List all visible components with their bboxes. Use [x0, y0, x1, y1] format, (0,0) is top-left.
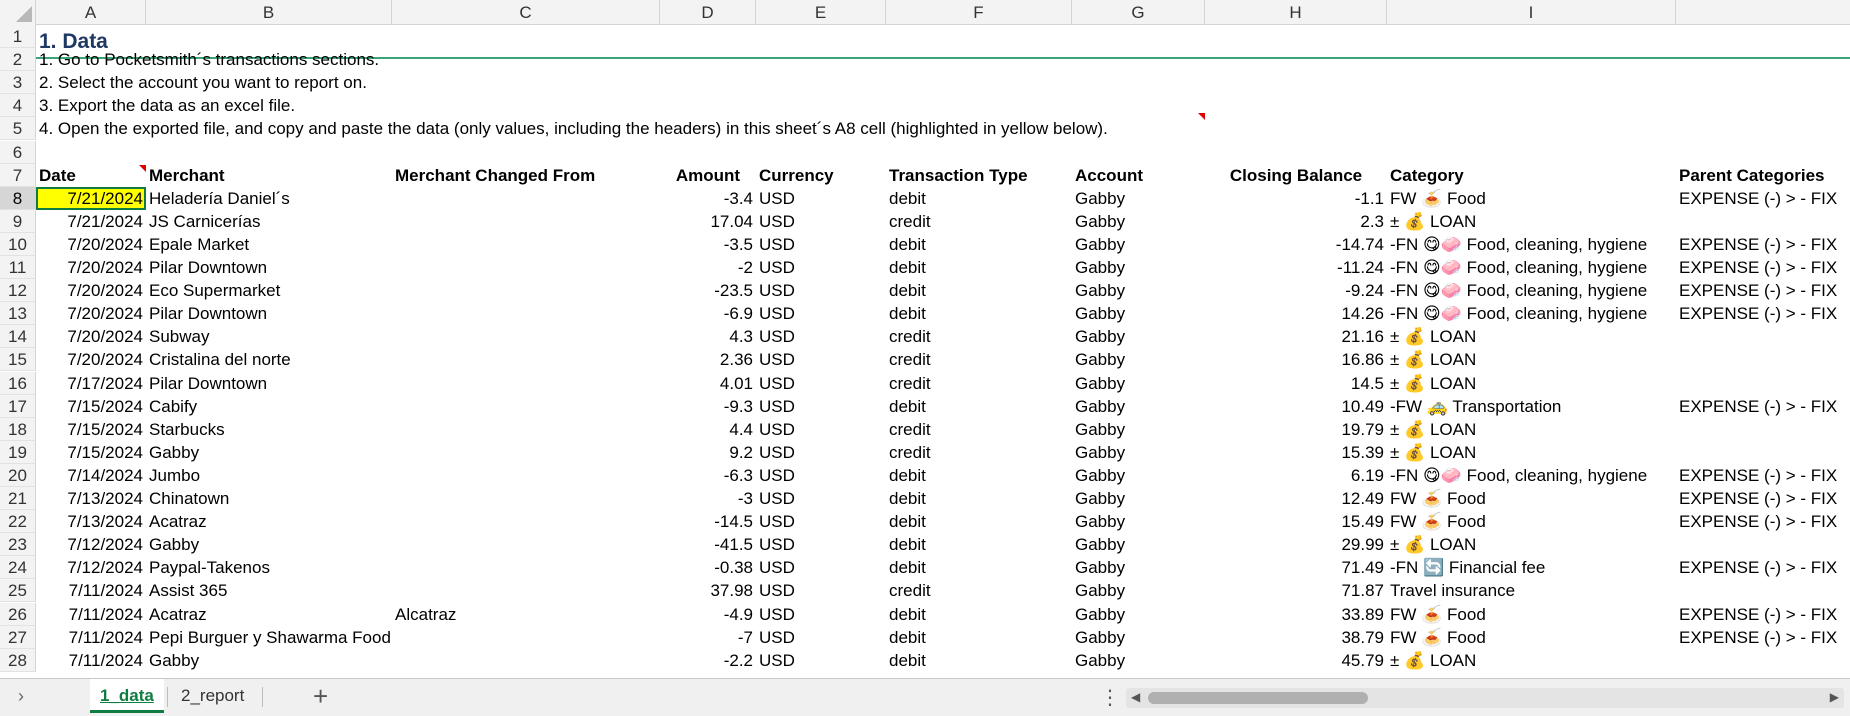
currency-cell: USD: [759, 419, 795, 439]
merchant-cell: Starbucks: [149, 419, 225, 439]
row-header-8[interactable]: 8: [0, 187, 36, 210]
category-cell: ± 💰 LOAN: [1390, 327, 1477, 347]
transaction-type-cell: debit: [889, 304, 926, 324]
header-closing-balance: Closing Balance: [1229, 165, 1363, 185]
instruction-line: 3. Export the data as an excel file.: [39, 96, 296, 116]
parent-category-cell: EXPENSE (-) > - FIX: [1679, 465, 1838, 485]
parent-category-cell: EXPENSE (-) > - FIX: [1679, 396, 1838, 416]
row-header-5[interactable]: 5: [0, 117, 36, 140]
tab-divider: [167, 687, 168, 707]
parent-category-cell: EXPENSE (-) > - FIX: [1679, 234, 1838, 254]
header-category: Category: [1390, 165, 1464, 185]
scroll-left-icon[interactable]: ◀: [1131, 690, 1141, 704]
scrollbar-thumb[interactable]: [1148, 692, 1368, 704]
account-cell: Gabby: [1075, 650, 1126, 670]
account-cell: Gabby: [1075, 558, 1126, 578]
merchant-cell: Acatraz: [149, 604, 207, 624]
row-header-26[interactable]: 26: [0, 603, 36, 626]
amount-cell: 4.01: [719, 373, 753, 393]
currency-cell: USD: [759, 650, 795, 670]
currency-cell: USD: [759, 304, 795, 324]
header-merchant: Merchant: [149, 165, 225, 185]
merchant-cell: Assist 365: [149, 581, 228, 601]
currency-cell: USD: [759, 604, 795, 624]
date-cell: 7/20/2024: [67, 304, 143, 324]
date-cell: 7/11/2024: [68, 627, 143, 647]
merchant-cell: Pilar Downtown: [149, 304, 268, 324]
merchant-changed-cell: Alcatraz: [395, 604, 457, 624]
closing-balance-cell: 6.19: [1350, 465, 1384, 485]
column-header-f[interactable]: F: [886, 0, 1072, 25]
account-cell: Gabby: [1075, 327, 1126, 347]
currency-cell: USD: [759, 442, 795, 462]
header-parent-categories: Parent Categories: [1679, 165, 1825, 185]
merchant-cell: Jumbo: [149, 465, 201, 485]
parent-category-cell: EXPENSE (-) > - FIX: [1679, 489, 1838, 508]
row-header-14[interactable]: 14: [0, 325, 36, 348]
currency-cell: USD: [759, 234, 795, 254]
date-cell: 7/11/2024: [68, 650, 143, 670]
merchant-cell: Heladería Daniel´s: [149, 188, 290, 208]
date-cell: 7/21/2024: [36, 187, 146, 210]
amount-cell: 9.2: [729, 442, 753, 462]
merchant-cell: Cristalina del norte: [149, 350, 291, 370]
row-header-10[interactable]: 10: [0, 233, 36, 256]
row-header-17[interactable]: 17: [0, 395, 36, 418]
amount-cell: 37.98: [710, 581, 753, 601]
transaction-type-cell: debit: [889, 396, 926, 416]
merchant-cell: JS Carnicerías: [149, 211, 261, 231]
closing-balance-cell: 19.79: [1341, 419, 1384, 439]
currency-cell: USD: [759, 581, 795, 601]
account-cell: Gabby: [1075, 627, 1126, 647]
closing-balance-cell: -9.24: [1345, 281, 1384, 301]
category-cell: ± 💰 LOAN: [1390, 650, 1477, 670]
currency-cell: USD: [759, 258, 795, 277]
amount-cell: -23.5: [714, 281, 753, 301]
amount-cell: 2.36: [719, 350, 753, 370]
date-cell: 7/14/2024: [67, 465, 143, 485]
row-header-28[interactable]: 28: [0, 649, 36, 672]
amount-cell: -9.3: [723, 396, 753, 416]
row-header-22[interactable]: 22: [0, 510, 36, 533]
tab-2-report[interactable]: [171, 679, 254, 715]
date-cell: 7/11/2024: [68, 604, 143, 624]
select-all-icon: [16, 6, 32, 22]
instruction-line: 4. Open the exported file, and copy and paste the data (only values, including the headers) in this sheet´s A8 cell (highlighted in yellow below).: [39, 119, 1108, 139]
category-cell: FW 🍝 Food: [1390, 188, 1486, 208]
merchant-cell: Subway: [149, 327, 210, 347]
sheet-tab-bar: [0, 678, 1850, 716]
row-header-19[interactable]: 19: [0, 441, 36, 464]
account-cell: Gabby: [1075, 465, 1126, 485]
transaction-type-cell: credit: [889, 442, 931, 462]
row-header-2[interactable]: 2: [0, 48, 36, 71]
date-cell: 7/13/2024: [67, 512, 143, 532]
closing-balance-cell: -1.1: [1354, 188, 1384, 208]
closing-balance-cell: 71.87: [1341, 581, 1384, 601]
column-header-c[interactable]: C: [392, 0, 660, 25]
row-header-20[interactable]: 20: [0, 464, 36, 487]
currency-cell: USD: [759, 281, 795, 301]
column-header-bar: [0, 0, 1850, 25]
account-cell: Gabby: [1075, 373, 1126, 393]
closing-balance-cell: 71.49: [1341, 558, 1384, 578]
category-cell: -FN 😋🧼 Food, cleaning, hygiene: [1390, 304, 1648, 324]
column-header-h[interactable]: H: [1205, 0, 1387, 25]
amount-cell: 4.4: [729, 419, 753, 439]
currency-cell: USD: [759, 211, 795, 231]
category-cell: -FN 😋🧼 Food, cleaning, hygiene: [1390, 258, 1648, 277]
category-cell: -FW 🚕 Transportation: [1390, 396, 1562, 416]
currency-cell: USD: [759, 465, 795, 485]
horizontal-scrollbar[interactable]: [1126, 688, 1844, 708]
tab-1-data[interactable]: [90, 679, 164, 713]
header-account: Account: [1075, 165, 1143, 185]
row-header-1[interactable]: 1: [0, 25, 36, 48]
row-header-12[interactable]: 12: [0, 279, 36, 302]
category-cell: ± 💰 LOAN: [1390, 373, 1477, 393]
account-cell: Gabby: [1075, 350, 1126, 370]
comment-indicator-icon[interactable]: [139, 165, 146, 172]
header-amount: Amount: [675, 165, 741, 185]
date-cell: 7/21/2024: [67, 211, 143, 231]
column-header-g[interactable]: G: [1072, 0, 1205, 25]
transaction-type-cell: credit: [889, 373, 931, 393]
transaction-type-cell: debit: [889, 465, 926, 485]
closing-balance-cell: 15.39: [1341, 442, 1384, 462]
category-cell: ± 💰 LOAN: [1390, 350, 1477, 370]
merchant-cell: Chinatown: [149, 489, 230, 508]
row-header-3[interactable]: 3: [0, 71, 36, 94]
amount-cell: -14.5: [714, 512, 753, 532]
instruction-line: 2. Select the account you want to report on.: [39, 73, 367, 93]
transaction-type-cell: debit: [889, 650, 926, 670]
transaction-type-cell: credit: [889, 419, 931, 439]
transaction-type-cell: credit: [889, 211, 931, 231]
account-cell: Gabby: [1075, 304, 1126, 324]
amount-cell: -3.5: [723, 234, 753, 254]
row-header-15[interactable]: 15: [0, 348, 36, 371]
date-cell: 7/15/2024: [67, 419, 143, 439]
row-header-4[interactable]: 4: [0, 94, 36, 117]
date-cell: 7/20/2024: [67, 281, 143, 301]
closing-balance-cell: 2.3: [1360, 211, 1384, 231]
account-cell: Gabby: [1075, 581, 1126, 601]
parent-category-cell: EXPENSE (-) > - FIX: [1679, 281, 1838, 301]
amount-cell: -7: [737, 627, 753, 647]
column-header-b[interactable]: B: [146, 0, 392, 25]
row-header-21[interactable]: 21: [0, 487, 36, 510]
merchant-cell: Pilar Downtown: [149, 258, 268, 277]
category-cell: -FN 😋🧼 Food, cleaning, hygiene: [1390, 234, 1648, 254]
currency-cell: USD: [759, 396, 795, 416]
category-cell: -FN 😋🧼 Food, cleaning, hygiene: [1390, 465, 1648, 485]
merchant-cell: Epale Market: [149, 234, 250, 254]
transaction-type-cell: debit: [889, 512, 926, 532]
merchant-cell: Pepi Burguer y Shawarma Food: [149, 627, 391, 647]
currency-cell: USD: [759, 512, 795, 532]
account-cell: Gabby: [1075, 442, 1126, 462]
parent-category-cell: EXPENSE (-) > - FIX: [1679, 604, 1838, 624]
row-header-23[interactable]: 23: [0, 533, 36, 556]
amount-cell: -6.9: [723, 304, 753, 324]
amount-cell: -2: [737, 258, 753, 277]
row-header-9[interactable]: 9: [0, 210, 36, 233]
transaction-type-cell: debit: [889, 604, 926, 624]
category-cell: FW 🍝 Food: [1390, 512, 1486, 532]
amount-cell: -4.9: [723, 604, 753, 624]
merchant-cell: Eco Supermarket: [149, 281, 281, 301]
category-cell: ± 💰 LOAN: [1390, 442, 1477, 462]
header-date: Date: [39, 165, 76, 185]
closing-balance-cell: 14.26: [1341, 304, 1384, 324]
merchant-cell: Gabby: [149, 650, 200, 670]
account-cell: Gabby: [1075, 396, 1126, 416]
row-header-27[interactable]: 27: [0, 626, 36, 649]
closing-balance-cell: 15.49: [1341, 512, 1384, 532]
header-transaction-type: Transaction Type: [889, 165, 1028, 185]
merchant-cell: Cabify: [149, 396, 198, 416]
date-cell: 7/20/2024: [67, 258, 143, 277]
amount-cell: -41.5: [714, 535, 753, 555]
add-sheet-button[interactable]: +: [313, 681, 329, 711]
date-cell: 7/12/2024: [67, 535, 143, 555]
category-cell: Travel insurance: [1390, 581, 1516, 601]
date-cell: 7/15/2024: [67, 396, 143, 416]
transaction-type-cell: debit: [889, 535, 926, 555]
amount-cell: 17.04: [710, 211, 753, 231]
amount-cell: -6.3: [723, 465, 753, 485]
category-cell: ± 💰 LOAN: [1390, 211, 1477, 231]
amount-cell: -3.4: [723, 188, 753, 208]
row-header-6[interactable]: 6: [0, 141, 36, 164]
transaction-type-cell: credit: [889, 327, 931, 347]
category-cell: -FN 😋🧼 Food, cleaning, hygiene: [1390, 281, 1648, 301]
column-header-i[interactable]: I: [1387, 0, 1676, 25]
transaction-type-cell: credit: [889, 581, 931, 601]
more-options-icon[interactable]: ⋮: [1100, 687, 1120, 709]
parent-category-cell: EXPENSE (-) > - FIX: [1679, 558, 1838, 578]
account-cell: Gabby: [1075, 188, 1126, 208]
account-cell: Gabby: [1075, 211, 1126, 231]
date-cell: 7/17/2024: [67, 373, 143, 393]
scroll-right-icon[interactable]: ▶: [1829, 690, 1839, 704]
page-title: 1. Data: [39, 30, 108, 53]
tab-label: 2_report: [181, 686, 245, 705]
currency-cell: USD: [759, 350, 795, 370]
category-cell: FW 🍝 Food: [1390, 627, 1486, 647]
date-cell: 7/12/2024: [67, 558, 143, 578]
column-header-d[interactable]: D: [660, 0, 756, 25]
closing-balance-cell: -14.74: [1335, 234, 1384, 254]
category-cell: FW 🍝 Food: [1390, 604, 1486, 624]
category-cell: ± 💰 LOAN: [1390, 535, 1477, 555]
date-cell: 7/20/2024: [67, 327, 143, 347]
category-cell: ± 💰 LOAN: [1390, 419, 1477, 439]
header-merchant-changed-from: Merchant Changed From: [395, 165, 596, 185]
row-header-24[interactable]: 24: [0, 556, 36, 579]
closing-balance-cell: 12.49: [1341, 489, 1384, 508]
row-header-16[interactable]: 16: [0, 372, 36, 395]
merchant-cell: Pilar Downtown: [149, 373, 268, 393]
category-cell: FW 🍝 Food: [1390, 489, 1486, 508]
amount-cell: -3: [737, 489, 753, 508]
comment-indicator-icon[interactable]: [1198, 113, 1205, 120]
date-cell: 7/20/2024: [67, 350, 143, 370]
tab-label: 1_data: [100, 686, 154, 705]
closing-balance-cell: 21.16: [1341, 327, 1384, 347]
date-cell: 7/15/2024: [67, 442, 143, 462]
date-cell: 7/20/2024: [67, 234, 143, 254]
closing-balance-cell: 10.49: [1341, 396, 1384, 416]
instruction-line: 1. Go to Pocketsmith´s transactions sections.: [39, 50, 380, 70]
account-cell: Gabby: [1075, 258, 1126, 277]
parent-category-cell: EXPENSE (-) > - FIX: [1679, 304, 1838, 324]
sheet-nav-chevron-icon[interactable]: ›: [18, 686, 24, 706]
transaction-type-cell: debit: [889, 188, 926, 208]
transaction-type-cell: credit: [889, 350, 931, 370]
date-cell: 7/13/2024: [67, 489, 143, 508]
amount-cell: -0.38: [714, 558, 753, 578]
row-header-13[interactable]: 13: [0, 302, 36, 325]
currency-cell: USD: [759, 327, 795, 347]
merchant-cell: Paypal-Takenos: [149, 558, 270, 578]
transaction-type-cell: debit: [889, 489, 926, 508]
row-header-11[interactable]: 11: [0, 256, 36, 279]
row-header-25[interactable]: 25: [0, 579, 36, 602]
row-header-7[interactable]: 7: [0, 164, 36, 187]
parent-category-cell: EXPENSE (-) > - FIX: [1679, 627, 1838, 647]
currency-cell: USD: [759, 558, 795, 578]
currency-cell: USD: [759, 627, 795, 647]
merchant-cell: Gabby: [149, 535, 200, 555]
transaction-type-cell: debit: [889, 258, 926, 277]
closing-balance-cell: 16.86: [1341, 350, 1384, 370]
account-cell: Gabby: [1075, 535, 1126, 555]
transaction-type-cell: debit: [889, 234, 926, 254]
currency-cell: USD: [759, 535, 795, 555]
currency-cell: USD: [759, 489, 795, 508]
column-header-a[interactable]: A: [36, 0, 146, 25]
merchant-cell: Gabby: [149, 442, 200, 462]
row-header-18[interactable]: 18: [0, 418, 36, 441]
tab-divider: [262, 687, 263, 707]
column-header-e[interactable]: E: [756, 0, 886, 25]
amount-cell: 4.3: [729, 327, 753, 347]
transaction-type-cell: debit: [889, 558, 926, 578]
parent-category-cell: EXPENSE (-) > - FIX: [1679, 512, 1838, 532]
parent-category-cell: EXPENSE (-) > - FIX: [1679, 258, 1838, 277]
account-cell: Gabby: [1075, 604, 1126, 624]
category-cell: -FN 🔄 Financial fee: [1390, 558, 1546, 578]
header-currency: Currency: [759, 165, 834, 185]
account-cell: Gabby: [1075, 234, 1126, 254]
account-cell: Gabby: [1075, 512, 1126, 532]
transaction-type-cell: debit: [889, 627, 926, 647]
currency-cell: USD: [759, 188, 795, 208]
closing-balance-cell: 33.89: [1341, 604, 1384, 624]
closing-balance-cell: -11.24: [1337, 258, 1384, 277]
merchant-cell: Acatraz: [149, 512, 207, 532]
account-cell: Gabby: [1075, 489, 1126, 508]
date-cell: 7/11/2024: [68, 581, 143, 601]
amount-cell: -2.2: [723, 650, 753, 670]
transaction-type-cell: debit: [889, 281, 926, 301]
select-all-corner[interactable]: [0, 0, 36, 25]
account-cell: Gabby: [1075, 281, 1126, 301]
closing-balance-cell: 29.99: [1341, 535, 1384, 555]
closing-balance-cell: 38.79: [1341, 627, 1384, 647]
closing-balance-cell: 45.79: [1341, 650, 1384, 670]
closing-balance-cell: 14.5: [1350, 373, 1384, 393]
account-cell: Gabby: [1075, 419, 1126, 439]
parent-category-cell: EXPENSE (-) > - FIX: [1679, 188, 1838, 208]
currency-cell: USD: [759, 373, 795, 393]
